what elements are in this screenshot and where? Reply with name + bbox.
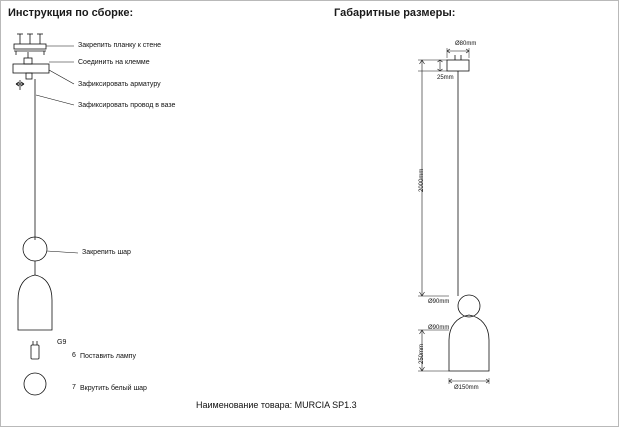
callout-2: Соединить на клемме <box>78 59 150 66</box>
callout-1: Закрепить планку к стене <box>78 42 161 49</box>
dim-label-inner-diameter: Ø90mm <box>428 325 450 331</box>
callout-6: Поставить лампу <box>80 353 136 360</box>
dimensions-title: Габаритные размеры: <box>334 7 456 19</box>
dim-label-cord-length: 2000mm <box>419 168 425 192</box>
assembly-instructions-title: Инструкция по сборке: <box>8 7 134 19</box>
dim-label-canopy-height: 25mm <box>437 75 454 81</box>
step-number-ball: 7 <box>72 384 76 391</box>
callout-4: Зафиксировать провод в вазе <box>78 102 176 109</box>
callout-7: Вкрутить белый шар <box>80 385 147 392</box>
callout-3: Зафиксировать арматуру <box>78 81 161 88</box>
dim-label-shade-diameter: Ø150mm <box>454 385 479 391</box>
lamp-type-label: G9 <box>57 339 67 346</box>
dim-label-shade-height: 250mm <box>419 343 425 364</box>
dim-label-top-diameter: Ø80mm <box>455 41 477 47</box>
step-number-lamp: 6 <box>72 352 76 359</box>
product-name-caption: Наименование товара: MURCIA SP1.3 <box>196 400 357 410</box>
dim-label-sphere-diameter: Ø90mm <box>428 299 450 305</box>
callout-5: Закрепить шар <box>82 249 131 256</box>
